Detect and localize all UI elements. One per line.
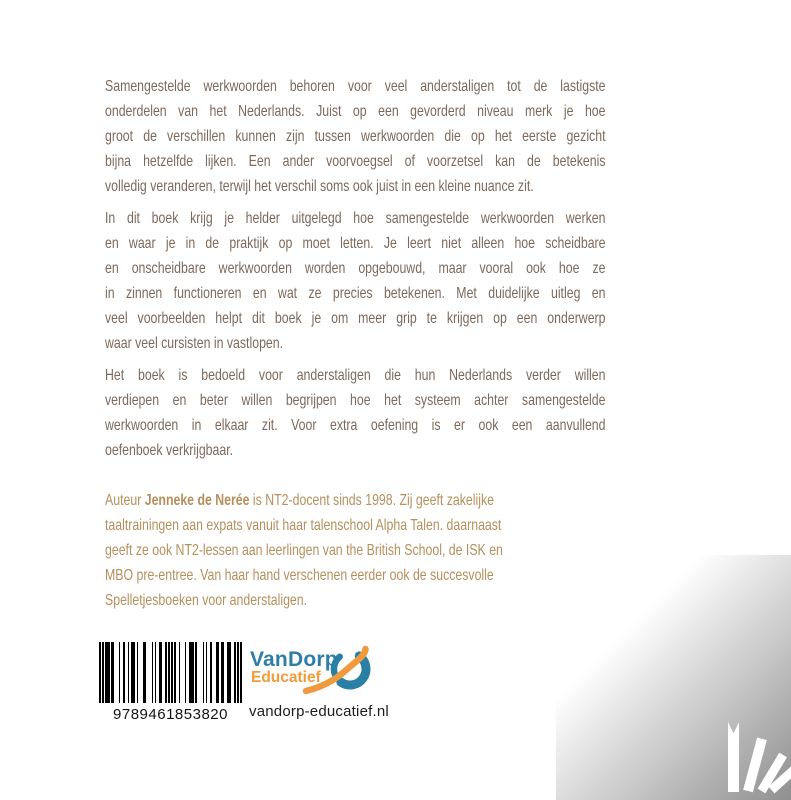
text-line: geeft ze ook NT2-lessen aan leerlingen van the British School, de ISK en [105,542,503,559]
text-line: oefenboek verkrijgbaar. [105,442,234,459]
leaning-books-icon [728,722,739,792]
text-line: Samengestelde werkwoorden behoren voor veel anderstaligen tot de lastigste [105,78,606,95]
text-line: taaltrainingen aan expats vanuit haar talenschool Alpha Talen. daarnaast [105,517,502,534]
publisher-website: vandorp-educatief.nl [249,703,389,720]
paragraph-content [105,206,606,356]
barcode-bars [99,642,242,703]
text-line: en waar je in de praktijk op moet letten. Je leert niet alleen hoe scheidbare [105,235,606,252]
text-line: werkwoorden in elkaar zit. Voor extra oefening is er ook een aanvullend [105,417,606,434]
text-line: groot de verschillen kunnen zijn tussen werkwoorden die op het eerste gezicht [105,128,606,145]
barcode [99,642,242,723]
isbn-number: 9789461853820 [113,706,228,723]
text-line: Het boek is bedoeld voor anderstaligen die hun Nederlands verder willen [105,367,606,384]
text-line: veel voorbeelden helpt dit boek je om meer grip te krijgen op een onderwerp [105,310,606,327]
publisher-swirl-icon [302,641,376,699]
text-line: bijna hetzelfde lijken. Een ander voorvoegsel of voorzetsel kan de betekenis [105,153,606,170]
text-line: In dit boek krijg je helder uitgelegd hoe samengestelde werkwoorden werken [105,210,606,227]
text-line: MBO pre-entree. Van haar hand verschenen eerder ook de succesvolle [105,567,494,584]
paragraph-author [105,488,606,613]
publisher-subtitle: Educatief [251,669,321,686]
text-line: volledig veranderen, terwijl het verschil soms ook juist in een kleine nuance zit. [105,178,534,195]
publisher-name: VanDorp [250,648,338,671]
text-line: onderdelen van het Nederlands. Juist op een gevorderd niveau merk je hoe [105,103,606,120]
text-line: Auteur Jenneke de Nerée is NT2-docent sinds 1998. Zij geeft zakelijke [105,492,494,509]
paragraph-audience [105,363,606,463]
page-curl-corner[interactable] [556,555,791,800]
text-line: in zinnen functioneren en wat ze precies betekenen. Met duidelijke uitleg en [105,285,606,302]
text-line: verdiepen en beter willen begrijpen hoe het systeem achter samengestelde [105,392,606,409]
text-line: Spelletjesboeken voor anderstaligen. [105,592,308,609]
paragraph-intro [105,74,606,199]
text-line: waar veel cursisten in vastlopen. [105,335,284,352]
text-line: en onscheidbare werkwoorden worden opgebouwd, maar vooral ook hoe ze [105,260,606,277]
blurb-text-block [105,74,606,613]
